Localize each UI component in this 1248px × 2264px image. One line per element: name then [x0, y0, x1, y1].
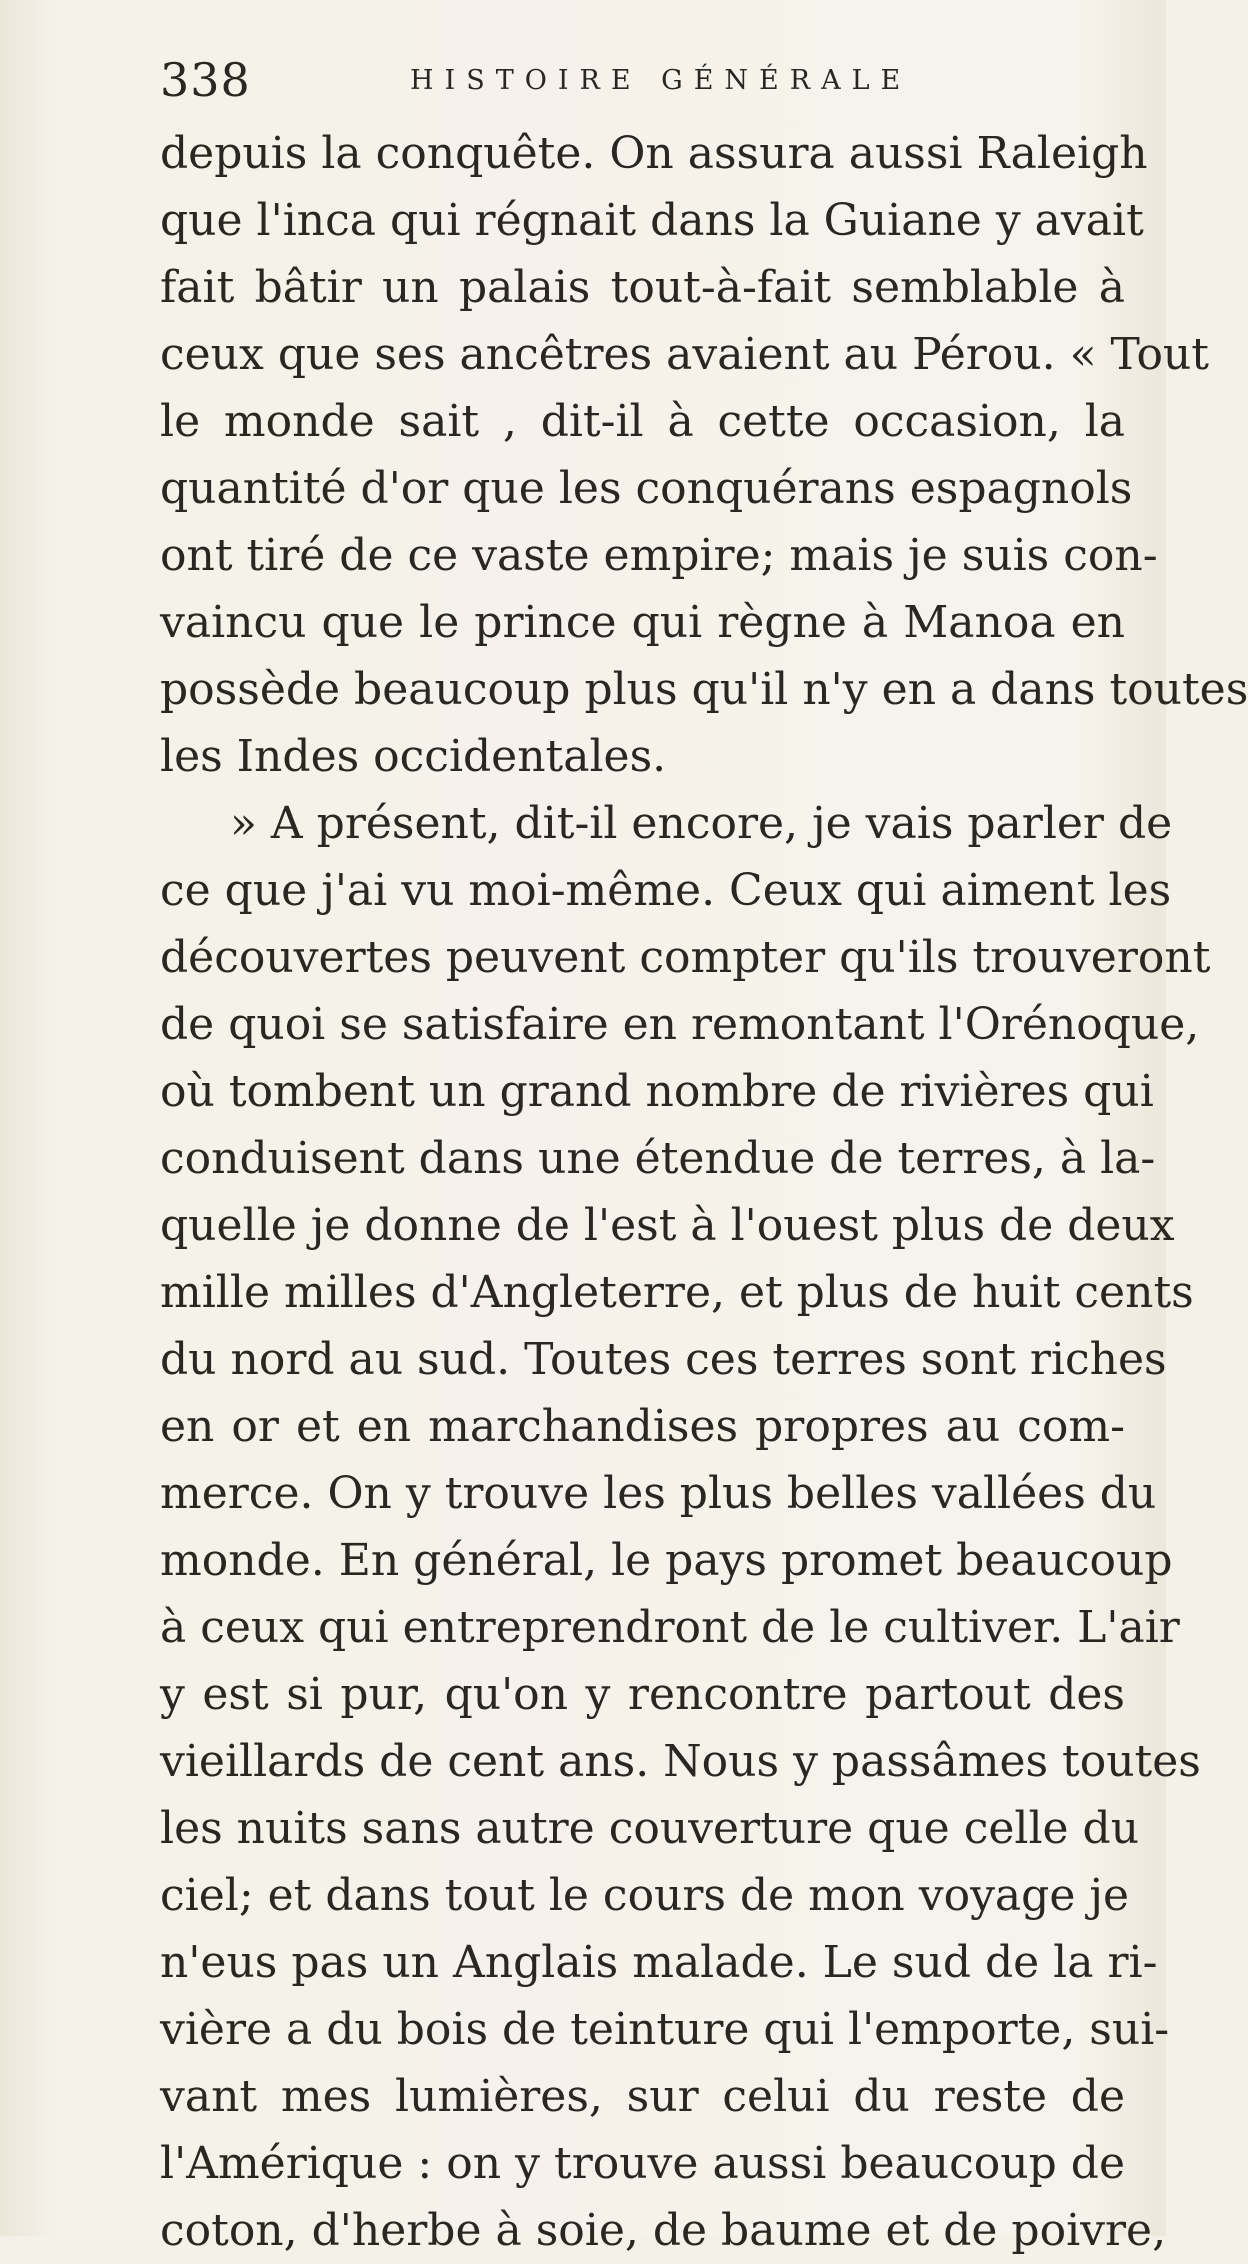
text-line: en or et en marchandises propres au com-: [160, 1401, 1125, 1452]
text-line: vieillards de cent ans. Nous y passâmes toutes: [160, 1736, 1201, 1787]
text-line: quantité d'or que les conquérans espagnols: [160, 463, 1133, 514]
running-head: HISTOIRE GÉNÉRALE: [410, 65, 912, 96]
text-line: que l'inca qui régnait dans la Guiane y avait: [160, 195, 1144, 246]
text-line: ce que j'ai vu moi-même. Ceux qui aiment les: [160, 865, 1172, 916]
text-line: vière a du bois de teinture qui l'emporte, sui-: [160, 2004, 1170, 2055]
text-line: y est si pur, qu'on y rencontre partout des: [160, 1669, 1125, 1720]
text-line: découvertes peuvent compter qu'ils trouveront: [160, 932, 1211, 983]
text-line: l'Amérique : on y trouve aussi beaucoup de: [160, 2138, 1125, 2189]
text-line: les Indes occidentales.: [160, 731, 667, 782]
text-line: ciel; et dans tout le cours de mon voyage je: [160, 1870, 1130, 1921]
text-line: ont tiré de ce vaste empire; mais je suis con-: [160, 530, 1158, 581]
text-line: à ceux qui entreprendront de le cultiver. L'air: [160, 1602, 1180, 1653]
text-line: du nord au sud. Toutes ces terres sont riches: [160, 1334, 1167, 1385]
text-line: vaincu que le prince qui règne à Manoa en: [160, 597, 1125, 648]
text-line: conduisent dans une étendue de terres, à la-: [160, 1133, 1156, 1184]
text-line: coton, d'herbe à soie, de baume et de poivre,: [160, 2205, 1167, 2256]
text-line: fait bâtir un palais tout-à-fait semblable à: [160, 262, 1125, 313]
text-line: monde. En général, le pays promet beaucoup: [160, 1535, 1173, 1586]
text-line: depuis la conquête. On assura aussi Raleigh: [160, 128, 1148, 179]
text-line: » A présent, dit-il encore, je vais parler de: [230, 798, 1173, 849]
page-number: 338: [160, 53, 251, 107]
text-line: de quoi se satisfaire en remontant l'Orénoque,: [160, 999, 1200, 1050]
text-line: ceux que ses ancêtres avaient au Pérou. « Tout: [160, 329, 1209, 380]
page-header: [160, 50, 1140, 110]
text-line: possède beaucoup plus qu'il n'y en a dans toutes: [160, 664, 1248, 715]
text-line: les nuits sans autre couverture que celle du: [160, 1803, 1140, 1854]
body-text: [160, 120, 1248, 2264]
text-line: vant mes lumières, sur celui du reste de: [160, 2071, 1125, 2122]
text-line: n'eus pas un Anglais malade. Le sud de la ri-: [160, 1937, 1158, 1988]
text-line: où tombent un grand nombre de rivières qui: [160, 1066, 1154, 1117]
text-line: mille milles d'Angleterre, et plus de huit cents: [160, 1267, 1194, 1318]
text-line: quelle je donne de l'est à l'ouest plus de deux: [160, 1200, 1175, 1251]
text-line: le monde sait , dit-il à cette occasion, la: [160, 396, 1125, 447]
text-line: merce. On y trouve les plus belles vallées du: [160, 1468, 1157, 1519]
